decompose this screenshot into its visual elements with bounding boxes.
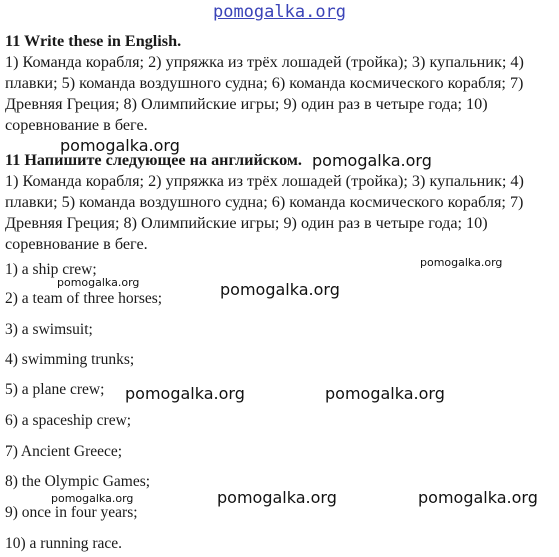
answer-3: 3) a swimsuit; xyxy=(5,321,93,338)
english-task-items: 1) Команда корабля; 2) упряжка из трёх лошадей (тройка); 3) купальник; 4) плавки; 5) команда воздушного судна; 6) команда космического корабля; 7) Древняя Греция; 8) Олимпийские игры; 9) один раз в четыре года; 10) соревнование в беге. xyxy=(5,53,524,134)
russian-task-block xyxy=(5,150,553,255)
watermark: pomogalka.org xyxy=(420,256,503,269)
russian-task-heading: 11 Напишите следующее на английском. xyxy=(5,151,302,169)
english-task-block xyxy=(5,31,553,136)
watermark: pomogalka.org xyxy=(325,384,445,403)
answer-2: 2) a team of three horses; xyxy=(5,290,163,307)
watermark: pomogalka.org xyxy=(217,488,337,507)
watermark: pomogalka.org xyxy=(51,492,134,505)
header-watermark-link[interactable]: pomogalka.org xyxy=(212,2,347,22)
answer-1: 1) a ship crew; xyxy=(5,261,97,278)
watermark: pomogalka.org xyxy=(57,276,140,289)
answer-4: 4) swimming trunks; xyxy=(5,351,135,368)
watermark: pomogalka.org xyxy=(418,488,538,507)
answer-8: 8) the Olympic Games; xyxy=(5,473,151,490)
answer-6: 6) a spaceship crew; xyxy=(5,412,132,429)
answer-9: 9) once in four years; xyxy=(5,504,138,521)
answer-7: 7) Ancient Greece; xyxy=(5,443,123,460)
watermark: pomogalka.org xyxy=(220,280,340,299)
answer-10: 10) a running race. xyxy=(5,535,123,552)
watermark: pomogalka.org xyxy=(125,384,245,403)
english-task-heading: 11 Write these in English. xyxy=(5,32,182,50)
russian-task-items: 1) Команда корабля; 2) упряжка из трёх лошадей (тройка); 3) купальник; 4) плавки; 5) команда воздушного судна; 6) команда космического корабля; 7) Древняя Греция; 8) Олимпийские игры; 9) один раз в четыре года; 10) соревнование в беге. xyxy=(5,172,524,253)
watermark: pomogalka.org xyxy=(312,151,432,170)
answer-5: 5) a plane crew; xyxy=(5,381,105,398)
watermark: pomogalka.org xyxy=(60,136,180,155)
